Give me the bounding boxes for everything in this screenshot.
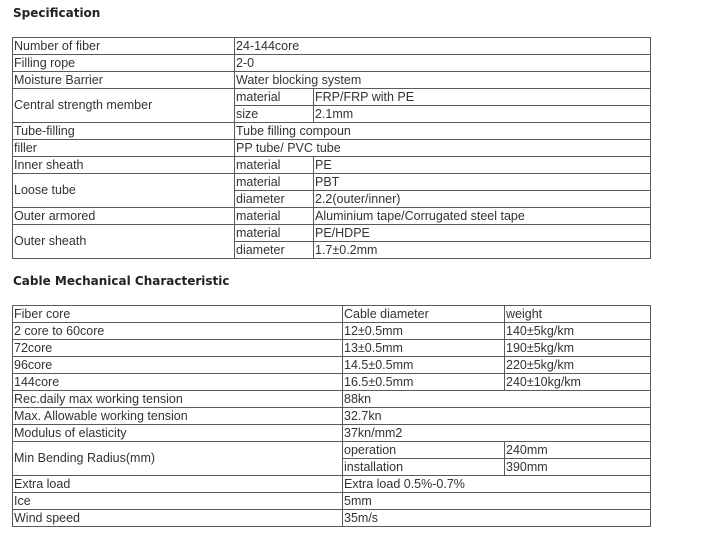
spec-attr-cell: material: [235, 174, 314, 191]
mech-param-cell: Wind speed: [13, 510, 343, 527]
mech-row: [13, 510, 651, 527]
spec-attr-cell: diameter: [235, 191, 314, 208]
mech-core-row: [13, 340, 651, 357]
mech-row: [13, 493, 651, 510]
weight-cell: 140±5kg/km: [505, 323, 651, 340]
spec-param-cell: filler: [13, 140, 235, 157]
header-weight: weight: [505, 306, 651, 323]
mech-row: [13, 408, 651, 425]
mech-core-row: [13, 357, 651, 374]
spec-param-cell: Moisture Barrier: [13, 72, 235, 89]
spec-attr-cell: diameter: [235, 242, 314, 259]
cable-diameter-cell: 16.5±0.5mm: [343, 374, 505, 391]
spec-value-cell: Aluminium tape/Corrugated steel tape: [314, 208, 651, 225]
specification-table: [12, 37, 651, 259]
mech-param-cell: Ice: [13, 493, 343, 510]
spec-attr-cell: material: [235, 157, 314, 174]
weight-cell: 240±10kg/km: [505, 374, 651, 391]
mech-value-cell: 5mm: [343, 493, 651, 510]
mech-value-cell: 37kn/mm2: [343, 425, 651, 442]
spec-value-cell: 1.7±0.2mm: [314, 242, 651, 259]
mech-value-cell: 35m/s: [343, 510, 651, 527]
spec-value-cell: PE: [314, 157, 651, 174]
mech-header-row: [13, 306, 651, 323]
weight-cell: 220±5kg/km: [505, 357, 651, 374]
mechanical-heading: Cable Mechanical Characteristic: [13, 274, 230, 288]
spec-value-cell: Water blocking system: [235, 72, 651, 89]
spec-value-cell: 2.1mm: [314, 106, 651, 123]
weight-cell: 190±5kg/km: [505, 340, 651, 357]
spec-row: [13, 174, 651, 191]
mech-value-cell: 88kn: [343, 391, 651, 408]
header-cable-diameter: Cable diameter: [343, 306, 505, 323]
spec-row: [13, 55, 651, 72]
mech-core-row: [13, 323, 651, 340]
mech-core-row: [13, 374, 651, 391]
mech-row: [13, 391, 651, 408]
spec-attr-cell: material: [235, 208, 314, 225]
spec-value-cell: PP tube/ PVC tube: [235, 140, 651, 157]
spec-param-cell: Outer armored: [13, 208, 235, 225]
spec-param-cell: Inner sheath: [13, 157, 235, 174]
mech-param-cell: Extra load: [13, 476, 343, 493]
spec-value-cell: PE/HDPE: [314, 225, 651, 242]
spec-attr-cell: material: [235, 89, 314, 106]
bending-value-cell: 240mm: [505, 442, 651, 459]
bending-condition-cell: operation: [343, 442, 505, 459]
spec-row: [13, 157, 651, 174]
spec-param-cell: Outer sheath: [13, 225, 235, 259]
mechanical-table: [12, 305, 651, 527]
mech-value-cell: 32.7kn: [343, 408, 651, 425]
spec-param-cell: Loose tube: [13, 174, 235, 208]
spec-param-cell: Filling rope: [13, 55, 235, 72]
spec-row: [13, 89, 651, 106]
spec-row: [13, 38, 651, 55]
bending-condition-cell: installation: [343, 459, 505, 476]
fiber-core-cell: 2 core to 60core: [13, 323, 343, 340]
mech-row: [13, 476, 651, 493]
cable-diameter-cell: 14.5±0.5mm: [343, 357, 505, 374]
mech-param-cell: Modulus of elasticity: [13, 425, 343, 442]
spec-row: [13, 225, 651, 242]
spec-row: [13, 140, 651, 157]
spec-row: [13, 72, 651, 89]
mech-param-cell: Rec.daily max working tension: [13, 391, 343, 408]
bending-value-cell: 390mm: [505, 459, 651, 476]
spec-value-cell: FRP/FRP with PE: [314, 89, 651, 106]
mech-param-cell: Max. Allowable working tension: [13, 408, 343, 425]
fiber-core-cell: 72core: [13, 340, 343, 357]
spec-attr-cell: material: [235, 225, 314, 242]
mech-value-cell: Extra load 0.5%-0.7%: [343, 476, 651, 493]
spec-param-cell: Central strength member: [13, 89, 235, 123]
spec-row: [13, 208, 651, 225]
spec-value-cell: Tube filling compoun: [235, 123, 651, 140]
spec-value-cell: 2-0: [235, 55, 651, 72]
fiber-core-cell: 96core: [13, 357, 343, 374]
fiber-core-cell: 144core: [13, 374, 343, 391]
spec-param-cell: Number of fiber: [13, 38, 235, 55]
mech-row: [13, 425, 651, 442]
spec-attr-cell: size: [235, 106, 314, 123]
spec-param-cell: Tube-filling: [13, 123, 235, 140]
header-fiber-core: Fiber core: [13, 306, 343, 323]
cable-diameter-cell: 12±0.5mm: [343, 323, 505, 340]
bending-radius-label: Min Bending Radius(mm): [13, 442, 343, 476]
cable-diameter-cell: 13±0.5mm: [343, 340, 505, 357]
spec-value-cell: PBT: [314, 174, 651, 191]
bending-row: [13, 442, 651, 459]
spec-value-cell: 24-144core: [235, 38, 651, 55]
spec-value-cell: 2.2(outer/inner): [314, 191, 651, 208]
specification-heading: Specification: [13, 6, 101, 20]
spec-row: [13, 123, 651, 140]
